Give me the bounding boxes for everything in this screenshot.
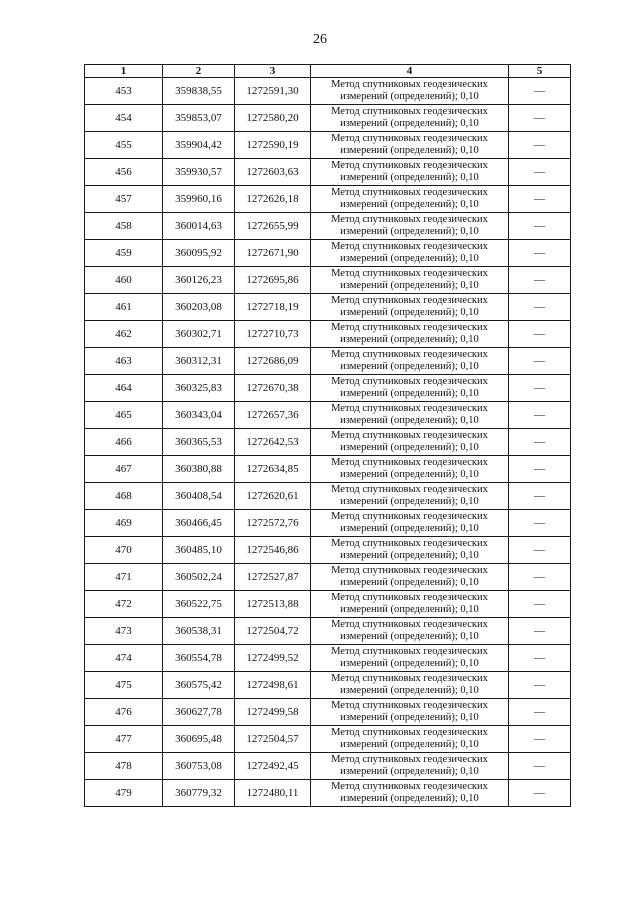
method-text-line-1: Метод спутниковых геодезических — [331, 754, 488, 765]
point-number-cell: 461 — [85, 294, 163, 321]
point-number-cell: 469 — [85, 510, 163, 537]
point-number-cell: 473 — [85, 618, 163, 645]
method-text-line-1: Метод спутниковых геодезических — [331, 403, 488, 414]
method-text-line-1: Метод спутниковых геодезических — [331, 592, 488, 603]
point-number-cell: 456 — [85, 159, 163, 186]
description-dash-cell: — — [509, 402, 571, 429]
table-row — [85, 780, 571, 807]
point-number-cell: 462 — [85, 321, 163, 348]
description-dash-cell: — — [509, 294, 571, 321]
table-row — [85, 78, 571, 105]
method-text-line-1: Метод спутниковых геодезических — [331, 565, 488, 576]
x-coordinate-cell: 360466,45 — [163, 510, 235, 537]
method-cell — [311, 213, 509, 240]
point-number-cell: 476 — [85, 699, 163, 726]
description-dash-cell: — — [509, 375, 571, 402]
y-coordinate-cell: 1272686,09 — [235, 348, 311, 375]
method-cell — [311, 537, 509, 564]
y-coordinate-cell: 1272504,72 — [235, 618, 311, 645]
method-cell — [311, 591, 509, 618]
method-text-line-2: измерений (определений); 0,10 — [340, 523, 479, 534]
method-text-line-1: Метод спутниковых геодезических — [331, 160, 488, 171]
description-dash-cell: — — [509, 132, 571, 159]
method-text-line-2: измерений (определений); 0,10 — [340, 496, 479, 507]
method-text-line-2: измерений (определений); 0,10 — [340, 280, 479, 291]
table-row — [85, 672, 571, 699]
method-cell — [311, 294, 509, 321]
x-coordinate-cell: 359838,55 — [163, 78, 235, 105]
description-dash-cell: — — [509, 618, 571, 645]
description-dash-cell: — — [509, 591, 571, 618]
method-text-line-1: Метод спутниковых геодезических — [331, 700, 488, 711]
method-text-line-2: измерений (определений); 0,10 — [340, 253, 479, 264]
x-coordinate-cell: 360779,32 — [163, 780, 235, 807]
table-row — [85, 348, 571, 375]
table-row — [85, 105, 571, 132]
point-number-cell: 457 — [85, 186, 163, 213]
y-coordinate-cell: 1272655,99 — [235, 213, 311, 240]
point-number-cell: 475 — [85, 672, 163, 699]
x-coordinate-cell: 360575,42 — [163, 672, 235, 699]
table-row — [85, 699, 571, 726]
method-text-line-2: измерений (определений); 0,10 — [340, 172, 479, 183]
method-text-line-2: измерений (определений); 0,10 — [340, 145, 479, 156]
method-text-line-1: Метод спутниковых геодезических — [331, 322, 488, 333]
y-coordinate-cell: 1272620,61 — [235, 483, 311, 510]
point-number-cell: 466 — [85, 429, 163, 456]
method-text-line-2: измерений (определений); 0,10 — [340, 793, 479, 804]
x-coordinate-cell: 360095,92 — [163, 240, 235, 267]
y-coordinate-cell: 1272671,90 — [235, 240, 311, 267]
column-header-5: 5 — [509, 65, 571, 78]
y-coordinate-cell: 1272718,19 — [235, 294, 311, 321]
x-coordinate-cell: 360302,71 — [163, 321, 235, 348]
table-row — [85, 510, 571, 537]
x-coordinate-cell: 360753,08 — [163, 753, 235, 780]
x-coordinate-cell: 360014,63 — [163, 213, 235, 240]
method-text-line-2: измерений (определений); 0,10 — [340, 388, 479, 399]
method-text-line-1: Метод спутниковых геодезических — [331, 646, 488, 657]
description-dash-cell: — — [509, 186, 571, 213]
description-dash-cell: — — [509, 510, 571, 537]
y-coordinate-cell: 1272499,52 — [235, 645, 311, 672]
column-header-2: 2 — [163, 65, 235, 78]
method-cell — [311, 699, 509, 726]
method-cell — [311, 753, 509, 780]
method-text-line-2: измерений (определений); 0,10 — [340, 577, 479, 588]
point-number-cell: 468 — [85, 483, 163, 510]
description-dash-cell: — — [509, 726, 571, 753]
y-coordinate-cell: 1272504,57 — [235, 726, 311, 753]
method-cell — [311, 483, 509, 510]
method-cell — [311, 105, 509, 132]
description-dash-cell: — — [509, 645, 571, 672]
description-dash-cell: — — [509, 564, 571, 591]
description-dash-cell: — — [509, 780, 571, 807]
method-text-line-2: измерений (определений); 0,10 — [340, 226, 479, 237]
method-text-line-1: Метод спутниковых геодезических — [331, 430, 488, 441]
x-coordinate-cell: 359904,42 — [163, 132, 235, 159]
point-number-cell: 455 — [85, 132, 163, 159]
description-dash-cell: — — [509, 456, 571, 483]
method-text-line-1: Метод спутниковых геодезических — [331, 295, 488, 306]
table-row — [85, 375, 571, 402]
table-row — [85, 618, 571, 645]
method-text-line-2: измерений (определений); 0,10 — [340, 334, 479, 345]
point-number-cell: 478 — [85, 753, 163, 780]
table-row — [85, 429, 571, 456]
x-coordinate-cell: 360365,53 — [163, 429, 235, 456]
method-cell — [311, 240, 509, 267]
y-coordinate-cell: 1272546,86 — [235, 537, 311, 564]
x-coordinate-cell: 359960,16 — [163, 186, 235, 213]
method-text-line-1: Метод спутниковых геодезических — [331, 538, 488, 549]
method-cell — [311, 267, 509, 294]
x-coordinate-cell: 360502,24 — [163, 564, 235, 591]
description-dash-cell: — — [509, 672, 571, 699]
method-cell — [311, 159, 509, 186]
table-row — [85, 159, 571, 186]
description-dash-cell: — — [509, 105, 571, 132]
x-coordinate-cell: 360325,83 — [163, 375, 235, 402]
point-number-cell: 454 — [85, 105, 163, 132]
method-cell — [311, 132, 509, 159]
point-number-cell: 465 — [85, 402, 163, 429]
description-dash-cell: — — [509, 753, 571, 780]
point-number-cell: 463 — [85, 348, 163, 375]
y-coordinate-cell: 1272590,19 — [235, 132, 311, 159]
method-cell — [311, 402, 509, 429]
method-cell — [311, 429, 509, 456]
description-dash-cell: — — [509, 348, 571, 375]
point-number-cell: 470 — [85, 537, 163, 564]
method-text-line-1: Метод спутниковых геодезических — [331, 781, 488, 792]
y-coordinate-cell: 1272513,88 — [235, 591, 311, 618]
x-coordinate-cell: 360554,78 — [163, 645, 235, 672]
table-row — [85, 402, 571, 429]
table-row — [85, 132, 571, 159]
method-text-line-2: измерений (определений); 0,10 — [340, 118, 479, 129]
x-coordinate-cell: 360343,04 — [163, 402, 235, 429]
y-coordinate-cell: 1272591,30 — [235, 78, 311, 105]
y-coordinate-cell: 1272670,38 — [235, 375, 311, 402]
description-dash-cell: — — [509, 159, 571, 186]
x-coordinate-cell: 359853,07 — [163, 105, 235, 132]
method-cell — [311, 348, 509, 375]
method-text-line-2: измерений (определений); 0,10 — [340, 361, 479, 372]
y-coordinate-cell: 1272480,11 — [235, 780, 311, 807]
y-coordinate-cell: 1272499,58 — [235, 699, 311, 726]
description-dash-cell: — — [509, 240, 571, 267]
y-coordinate-cell: 1272572,76 — [235, 510, 311, 537]
method-text-line-2: измерений (определений); 0,10 — [340, 442, 479, 453]
method-text-line-1: Метод спутниковых геодезических — [331, 214, 488, 225]
y-coordinate-cell: 1272710,73 — [235, 321, 311, 348]
x-coordinate-cell: 360380,88 — [163, 456, 235, 483]
y-coordinate-cell: 1272657,36 — [235, 402, 311, 429]
method-text-line-1: Метод спутниковых геодезических — [331, 673, 488, 684]
column-header-1: 1 — [85, 65, 163, 78]
table-body — [85, 78, 571, 807]
point-number-cell: 477 — [85, 726, 163, 753]
table-row — [85, 186, 571, 213]
method-text-line-1: Метод спутниковых геодезических — [331, 268, 488, 279]
point-number-cell: 464 — [85, 375, 163, 402]
method-text-line-1: Метод спутниковых геодезических — [331, 484, 488, 495]
description-dash-cell: — — [509, 78, 571, 105]
description-dash-cell: — — [509, 699, 571, 726]
method-cell — [311, 456, 509, 483]
table-row — [85, 294, 571, 321]
table-header-row — [85, 65, 571, 78]
method-cell — [311, 645, 509, 672]
y-coordinate-cell: 1272498,61 — [235, 672, 311, 699]
point-number-cell: 458 — [85, 213, 163, 240]
y-coordinate-cell: 1272492,45 — [235, 753, 311, 780]
description-dash-cell: — — [509, 537, 571, 564]
method-text-line-2: измерений (определений); 0,10 — [340, 91, 479, 102]
point-number-cell: 467 — [85, 456, 163, 483]
method-text-line-2: измерений (определений); 0,10 — [340, 739, 479, 750]
method-cell — [311, 321, 509, 348]
method-text-line-1: Метод спутниковых геодезических — [331, 241, 488, 252]
method-text-line-2: измерений (определений); 0,10 — [340, 712, 479, 723]
table-row — [85, 483, 571, 510]
table-row — [85, 753, 571, 780]
method-text-line-1: Метод спутниковых геодезических — [331, 349, 488, 360]
x-coordinate-cell: 360485,10 — [163, 537, 235, 564]
method-text-line-2: измерений (определений); 0,10 — [340, 604, 479, 615]
y-coordinate-cell: 1272580,20 — [235, 105, 311, 132]
description-dash-cell: — — [509, 429, 571, 456]
method-text-line-1: Метод спутниковых геодезических — [331, 106, 488, 117]
x-coordinate-cell: 360522,75 — [163, 591, 235, 618]
table-row — [85, 267, 571, 294]
method-cell — [311, 672, 509, 699]
method-text-line-2: измерений (определений); 0,10 — [340, 307, 479, 318]
method-text-line-1: Метод спутниковых геодезических — [331, 133, 488, 144]
table-row — [85, 240, 571, 267]
table-row — [85, 591, 571, 618]
table-row — [85, 213, 571, 240]
method-text-line-2: измерений (определений); 0,10 — [340, 469, 479, 480]
table-row — [85, 321, 571, 348]
method-text-line-1: Метод спутниковых геодезических — [331, 376, 488, 387]
method-cell — [311, 726, 509, 753]
description-dash-cell: — — [509, 483, 571, 510]
coordinates-table — [84, 64, 571, 807]
y-coordinate-cell: 1272634,85 — [235, 456, 311, 483]
method-cell — [311, 510, 509, 537]
description-dash-cell: — — [509, 321, 571, 348]
x-coordinate-cell: 360627,78 — [163, 699, 235, 726]
method-text-line-1: Метод спутниковых геодезических — [331, 619, 488, 630]
method-cell — [311, 618, 509, 645]
method-text-line-2: измерений (определений); 0,10 — [340, 658, 479, 669]
point-number-cell: 479 — [85, 780, 163, 807]
point-number-cell: 460 — [85, 267, 163, 294]
table-row — [85, 537, 571, 564]
y-coordinate-cell: 1272603,63 — [235, 159, 311, 186]
method-text-line-1: Метод спутниковых геодезических — [331, 79, 488, 90]
y-coordinate-cell: 1272626,18 — [235, 186, 311, 213]
page-number: 26 — [313, 32, 327, 47]
point-number-cell: 474 — [85, 645, 163, 672]
x-coordinate-cell: 360538,31 — [163, 618, 235, 645]
method-cell — [311, 78, 509, 105]
x-coordinate-cell: 360203,08 — [163, 294, 235, 321]
x-coordinate-cell: 360695,48 — [163, 726, 235, 753]
method-text-line-2: измерений (определений); 0,10 — [340, 766, 479, 777]
method-text-line-1: Метод спутниковых геодезических — [331, 727, 488, 738]
method-text-line-2: измерений (определений); 0,10 — [340, 631, 479, 642]
point-number-cell: 472 — [85, 591, 163, 618]
y-coordinate-cell: 1272642,53 — [235, 429, 311, 456]
method-cell — [311, 780, 509, 807]
x-coordinate-cell: 360408,54 — [163, 483, 235, 510]
method-text-line-2: измерений (определений); 0,10 — [340, 415, 479, 426]
x-coordinate-cell: 360312,31 — [163, 348, 235, 375]
description-dash-cell: — — [509, 213, 571, 240]
y-coordinate-cell: 1272695,86 — [235, 267, 311, 294]
method-text-line-1: Метод спутниковых геодезических — [331, 511, 488, 522]
method-text-line-2: измерений (определений); 0,10 — [340, 199, 479, 210]
description-dash-cell: — — [509, 267, 571, 294]
column-header-4: 4 — [311, 65, 509, 78]
column-header-3: 3 — [235, 65, 311, 78]
point-number-cell: 453 — [85, 78, 163, 105]
point-number-cell: 459 — [85, 240, 163, 267]
y-coordinate-cell: 1272527,87 — [235, 564, 311, 591]
method-text-line-1: Метод спутниковых геодезических — [331, 187, 488, 198]
method-text-line-1: Метод спутниковых геодезических — [331, 457, 488, 468]
method-text-line-2: измерений (определений); 0,10 — [340, 550, 479, 561]
point-number-cell: 471 — [85, 564, 163, 591]
x-coordinate-cell: 359930,57 — [163, 159, 235, 186]
method-cell — [311, 186, 509, 213]
table-row — [85, 564, 571, 591]
method-cell — [311, 564, 509, 591]
method-text-line-2: измерений (определений); 0,10 — [340, 685, 479, 696]
x-coordinate-cell: 360126,23 — [163, 267, 235, 294]
table-row — [85, 456, 571, 483]
table-row — [85, 726, 571, 753]
method-cell — [311, 375, 509, 402]
table-row — [85, 645, 571, 672]
